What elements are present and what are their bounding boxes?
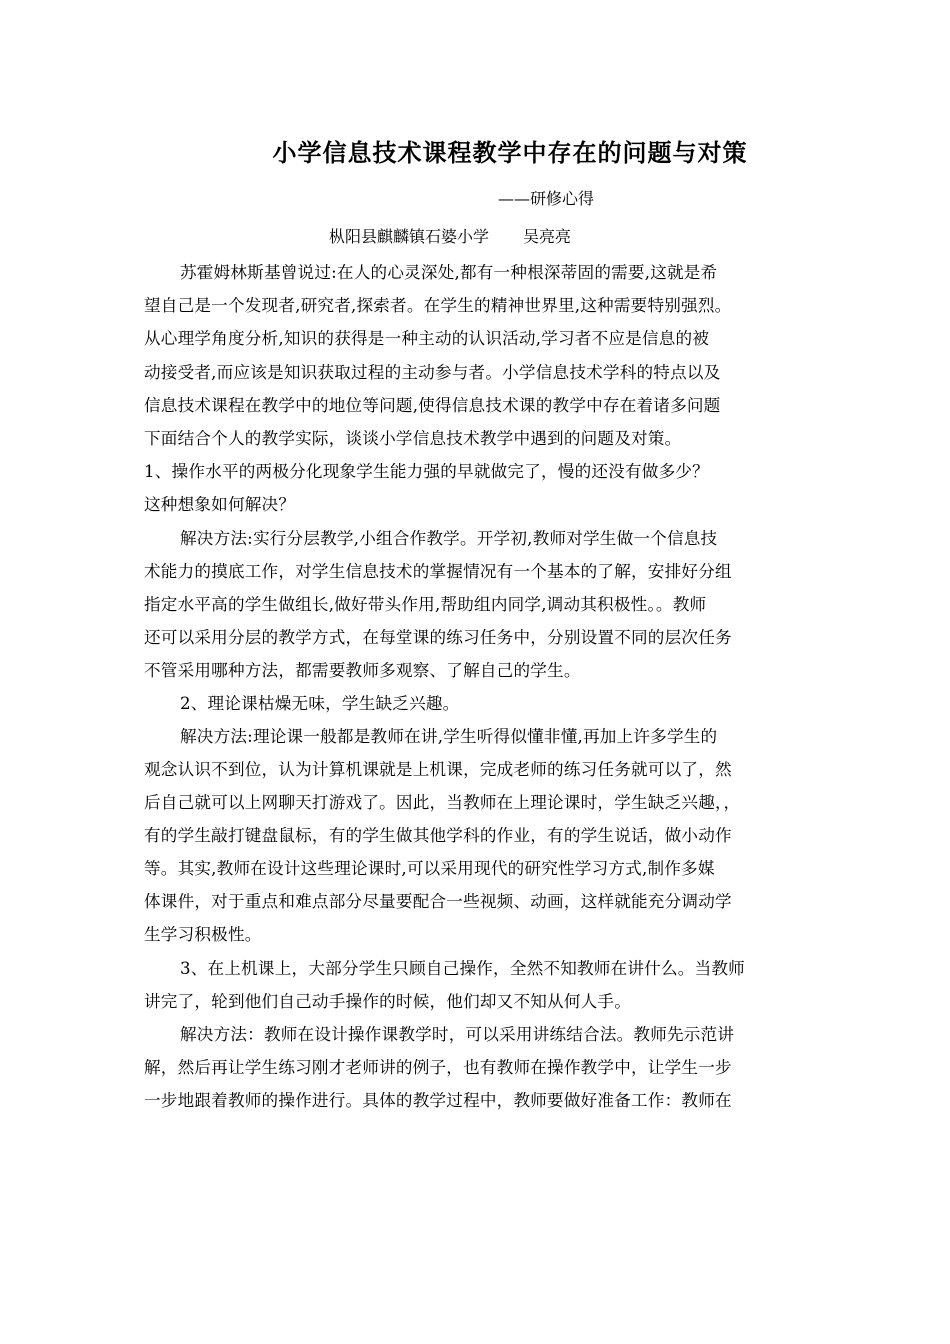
body-line: 体课件，对于重点和难点部分尽量要配合一些视频、动画，这样就能充分调动学 [144, 892, 732, 911]
body-line: 观念认识不到位，认为计算机课就是上机课，完成老师的练习任务就可以了，然 [144, 760, 732, 779]
author-name: 吴亮亮 [523, 227, 572, 246]
body-line: 解，然后再让学生练习刚才老师讲的例子，也有教师在操作教学中，让学生一步 [144, 1058, 732, 1077]
document-subtitle: ——研修心得 [498, 189, 595, 208]
author-line [329, 224, 571, 247]
body-line: 3、在上机课上，大部分学生只顾自己操作，全然不知教师在讲什么。当教师 [180, 959, 745, 978]
body-line: 解决方法:实行分层教学,小组合作教学。开学初,教师对学生做一个信息技 [180, 529, 718, 548]
body-line: 生学习积极性。 [144, 925, 262, 944]
body-line: 这种想象如何解决？ [144, 495, 296, 514]
body-line: 指定水平高的学生做组长,做好带头作用,帮助组内同学,调动其积极性。。教师 [144, 595, 707, 614]
body-line: 还可以采用分层的教学方式，在每堂课的练习任务中，分别设置不同的层次任务 [144, 628, 732, 647]
body-line: 讲完了，轮到他们自己动手操作的时候，他们却又不知从何人手。 [144, 992, 632, 1011]
body-line: 2、理论课枯燥无味，学生缺乏兴趣。 [180, 694, 460, 713]
body-line: 后自己就可以上网聊天打游戏了。因此，当教师在上理论课时，学生缺乏兴趣，， [144, 793, 741, 812]
document-title: 小学信息技术课程教学中存在的问题与对策 [272, 138, 748, 167]
body-line: 从心理学角度分析,知识的获得是一种主动的认识活动,学习者不应是信息的被 [144, 329, 710, 348]
school-name: 枞阳县麒麟镇石婆小学 [329, 227, 490, 246]
body-line: 望自己是一个发现者,研究者,探索者。在学生的精神世界里,这种需要特别强烈。 [144, 296, 732, 315]
body-line: 1、操作水平的两极分化现象学生能力强的早就做完了，慢的还没有做多少？ [144, 462, 709, 481]
body-line: 一步地跟着教师的操作进行。具体的教学过程中，教师要做好准备工作：教师在 [144, 1091, 732, 1110]
body-line: 动接受者,而应该是知识获取过程的主动参与者。小学信息技术学科的特点以及 [144, 363, 721, 382]
body-line: 解决方法:理论课一般都是教师在讲,学生听得似懂非懂,再加上许多学生的 [180, 727, 718, 746]
body-line: 信息技术课程在教学中的地位等问题,使得信息技术课的教学中存在着诸多问题 [144, 396, 721, 415]
body-line: 不管采用哪种方法，都需要教师多观察、了解自己的学生。 [144, 661, 581, 680]
body-line: 等。其实,教师在设计这些理论课时,可以采用现代的研究性学习方式,制作多媒 [144, 859, 715, 878]
body-line: 苏霍姆林斯基曾说过:在人的心灵深处,都有一种根深蒂固的需要,这就是希 [180, 263, 718, 282]
body-line: 术能力的摸底工作，对学生信息技术的掌握情况有一个基本的了解，安排好分组 [144, 562, 732, 581]
body-line: 有的学生敲打键盘鼠标，有的学生做其他学科的作业，有的学生说话，做小动作 [144, 826, 732, 845]
body-line: 解决方法：教师在设计操作课教学时，可以采用讲练结合法。教师先示范讲 [180, 1025, 735, 1044]
body-line: 下面结合个人的教学实际，谈谈小学信息技术教学中遇到的问题及对策。 [144, 429, 682, 448]
